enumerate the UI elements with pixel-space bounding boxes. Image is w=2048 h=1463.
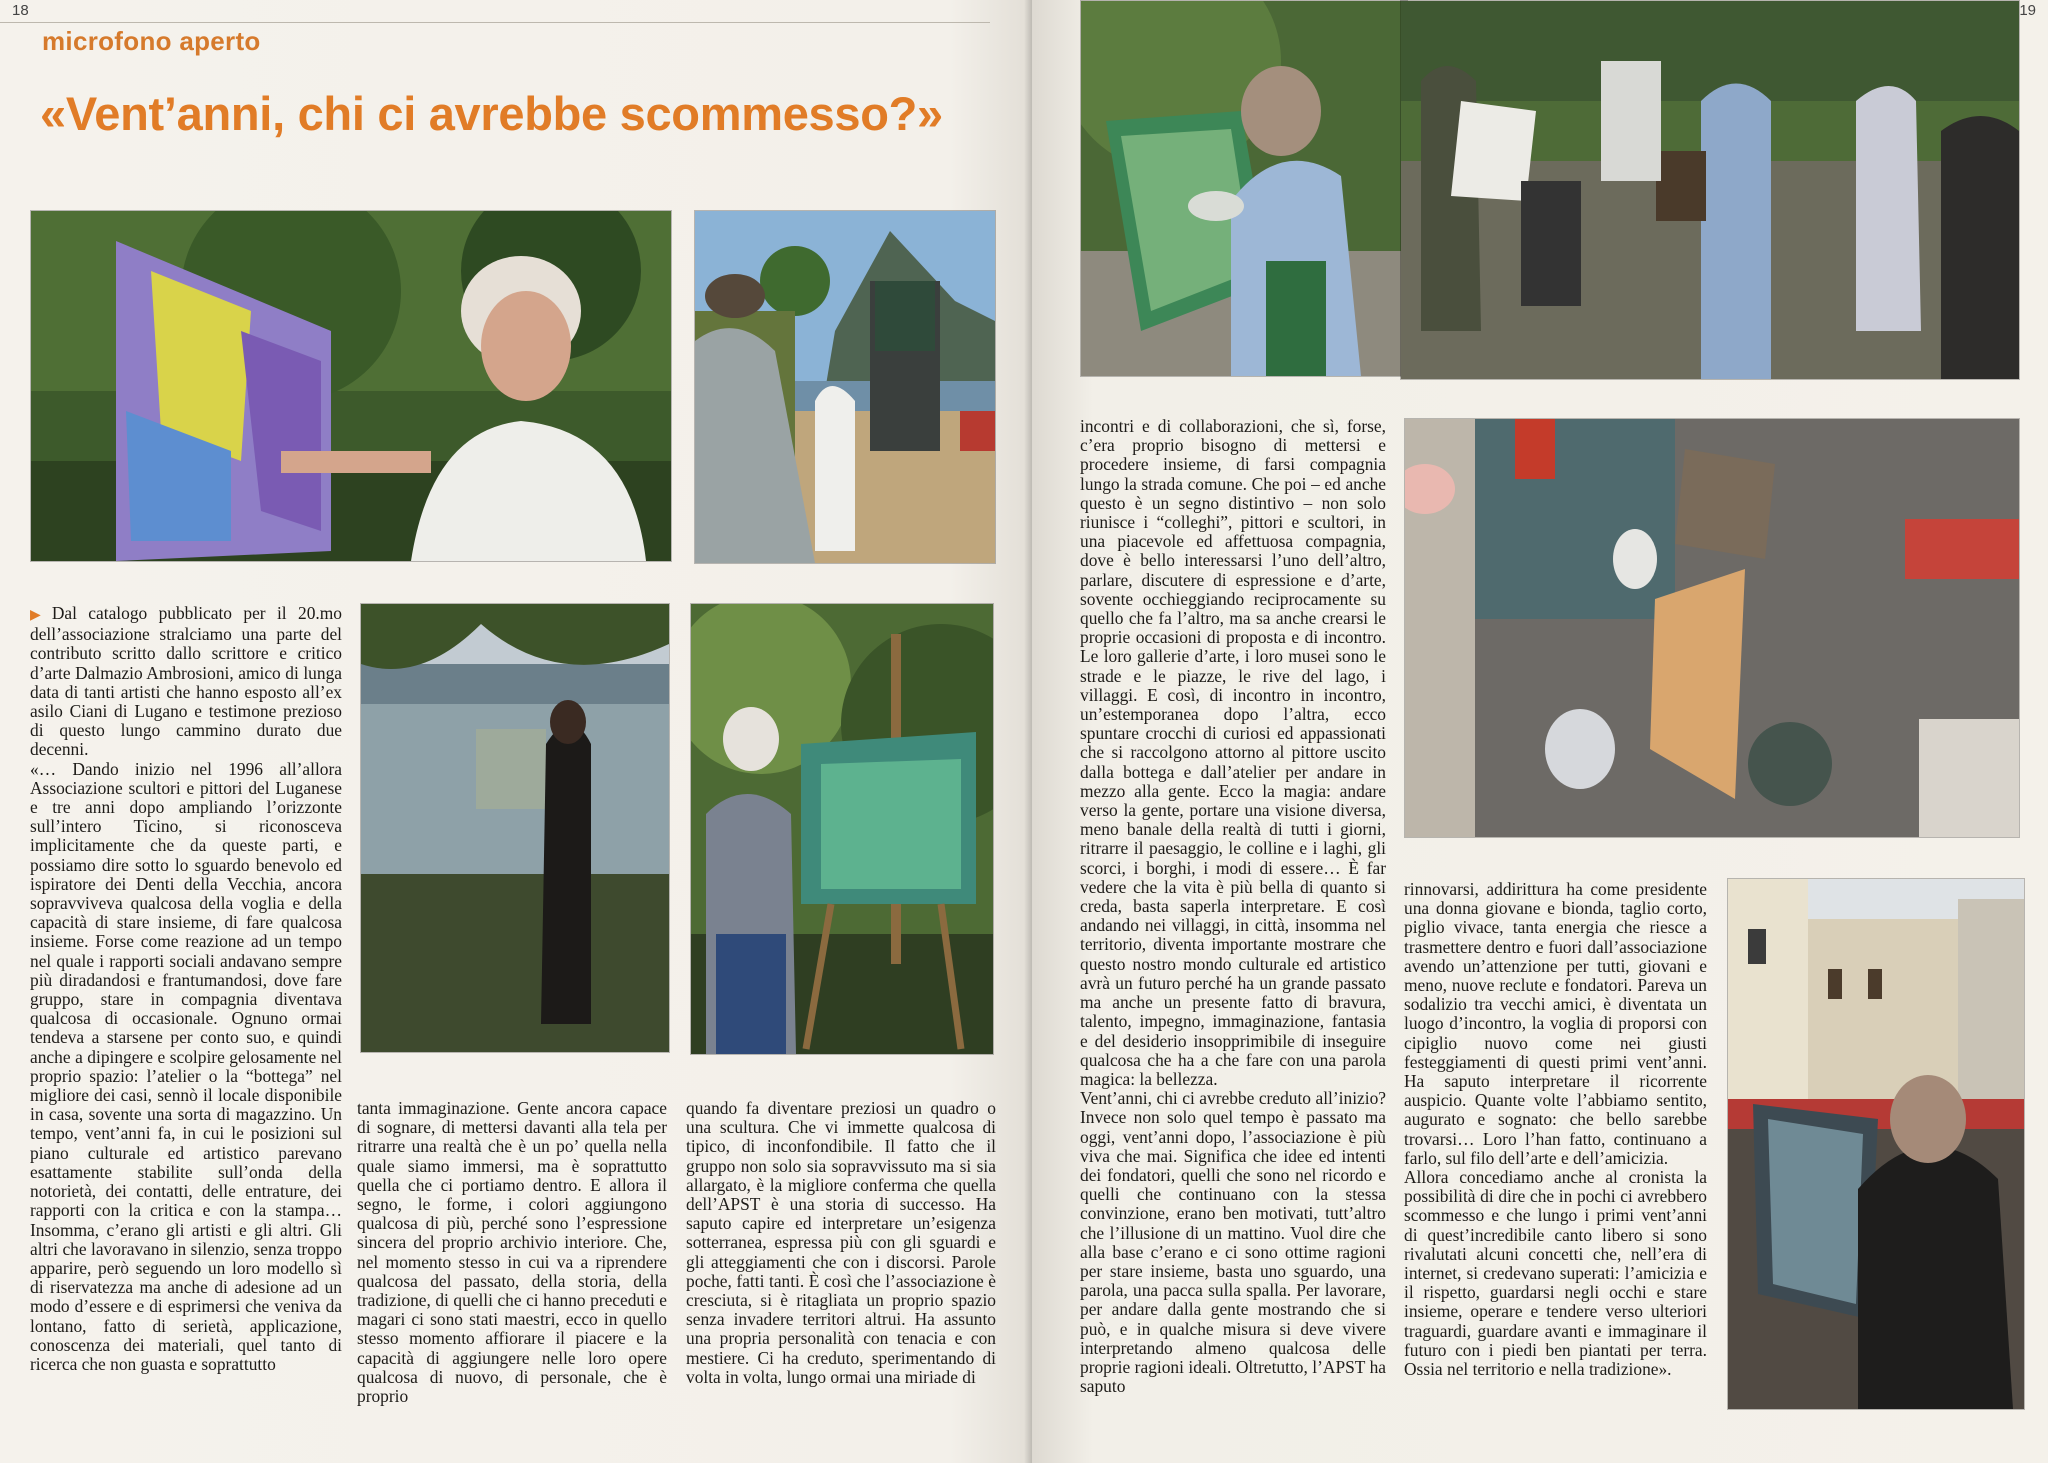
right-page (1032, 0, 2048, 1463)
photo-lakeside-painters (694, 210, 996, 564)
photo-lake-painter (360, 603, 670, 1053)
photo-piazza-above-image (1405, 419, 2019, 837)
photo-elderly-painter (1080, 0, 1408, 377)
article-body-col1: «… Dando inizio nel 1996 all’allora Associazione scultori e pittori del Luganese e tre anni dopo ampliando l’orizzonte sull’intero Ticino, si riconosceva implicitamente che da queste parti, e possiamo dire sotto lo sguardo benevolo ed ispiratore dei Denti della Vecchia, ancora sopravviveva qualcosa della voglia e della capacità di stare insieme, di fare qualcosa insieme. Forse come reazione ad un tempo nel quale i rapporti sociali andavano sempre più diradandosi e frantumandosi, dove fare gruppo, stare in compagnia diventava qualcosa di occasionale. Ognuno ormai tendeva a starsene per conto suo, e quindi anche a dipingere e scolpire gelosamente nel proprio spazio: l’atelier o la “bottega” nel migliore dei casi, sennò il locale disponibile in casa, sovente una sorta di magazzino. Un tempo, vent’anni fa, in cui le posizioni sul piano culturale ed artistico parevano esattamente stabilite sull’onda della notorietà, dei contatti, delle entrature, dei rapporti con la critica e con la stampa… Insomma, c’erano gli artisti e gli altri. Gli altri che lavoravano in silenzio, senza troppo apparire, però seguendo un loro modello sì di riservatezza ma anche di adesione ad un modo d’essere e di esprimersi che veniva da lontano, fatto di serietà, applicazione, conoscenza dei materiali, quel tanto di ricerca che non guasta e soprattutto (30, 758, 342, 1374)
headline: «Vent’anni, chi ci avrebbe scommesso?» (40, 87, 943, 140)
article-body-col4a: incontri e di collaborazioni, che sì, forse, c’era proprio bisogno di mettersi e procedere insieme, di farsi compagnia lungo la strada comune. Che poi – ed anche questo è un segno distintivo – non solo riunisce i “colleghi”, pittori e scultori, in una piacevole ed affettuosa compagnia, dove è bello interessarsi l’uno dell’altro, parlare, discutere di espressione e d’arte, sovente occhieggiando reciprocamente su quello che fa l’altro, ma sa anche crearsi le proprie occasioni di proposta e di incontro. Le loro gallerie d’arte, i loro musei sono le strade e le piazze, le rive del lago, i villaggi. E così, di incontro in incontro, un’estemporanea dopo l’altra, ecco spuntare crocchi di curiosi ed appassionati che si raccolgono attorno al pittore uscito dalla bottega e dall’atelier per andare in mezzo alla gente. Ecco la magia: andare verso la gente, portare una visione diversa, meno banale della realtà di tutti i giorni, ritrarre il paesaggio, le colline e i laghi, gli scorci, i borghi, i modi di essere… È far vedere che la vita è più bella di quanto si creda, basta saperla interpretare. E così andando nei villaggi, in città, insomma nel territorio, diventa importante mostrare che questo nostro mondo culturale ed artistico avrà un futuro perché ha un grande passato ma anche un presente fatto di bravura, talento, impegno, immaginazione, fantasia e del desiderio insopprimibile di inseguire qualcosa che ha a che fare con una parola magica: la bellezza. (1080, 416, 1386, 1089)
page-number-left: 18 (12, 2, 29, 19)
photo-man-painting-image (691, 604, 993, 1054)
photo-lake-painter-image (361, 604, 669, 1052)
article-column-5 (1404, 880, 1707, 1379)
photo-town-painter-image (1728, 879, 2024, 1409)
paragraph-marker-icon: ▶ (30, 608, 48, 623)
article-column-1 (30, 604, 342, 1374)
article-column-2: tanta immaginazione. Gente ancora capace di sognare, di mettersi davanti alla tela per ritrarre una realtà che è un po’ quella nella quale siamo immersi, ma è soprattutto quella che ci portiamo dentro. E allora il segno, le forme, i colori aggiungono qualcosa di più, perché sono l’espressione sincera del proprio archivio interiore. Che, nel momento stesso in cui va a riprendere qualcosa del passato, della storia, della tradizione, di quelli che ci hanno preceduti e magari ci sono stati maestri, ecco in quello stesso momento affiorare il piacere e la capacità di aggiungere nelle loro opere qualcosa di nuovo, di personale, che è proprio (357, 1098, 667, 1407)
photo-man-painting (690, 603, 994, 1055)
photo-woman-painting (30, 210, 672, 562)
page-number-right: 19 (2019, 2, 2036, 19)
photo-group-outdoor-image (1401, 1, 2019, 379)
article-column-3: quando fa diventare preziosi un quadro o una scultura. Che vi immette qualcosa di tipico, di inconfondibile. Il fatto che il gruppo non solo sia sopravvissuto ma si sia allargato, è la migliore conferma che quella dell’APST è una storia di successo. Ha saputo capire ed interpretare un’esigenza sotterranea, espressa più con gli sguardi e gli atteggiamenti che con i discorsi. Parole poche, fatti tanti. È così che l’associazione è cresciuta, si è ritagliata un proprio spazio senza invadere territori altrui. Ha assunto una propria personalità con tenacia e con mestiere. Ci ha creduto, sperimentando di volta in volta, lungo ormai una miriade di (686, 1098, 996, 1387)
photo-town-painter (1727, 878, 2025, 1410)
photo-lakeside-painters-image (695, 211, 995, 563)
photo-woman-painting-image (31, 211, 671, 561)
article-body-col5a: rinnovarsi, addirittura ha come presidente una donna giovane e bionda, taglio corto, piglio vivace, tanta energia che riesce a trasmettere dentro e fuori dall’associazione avendo un’attenzione per tutti, giovani e meno, nuove reclute e fondatori. Pareva un sodalizio tra vecchi amici, è diventata un luogo d’incontro, la voglia di proporsi con cipiglio nuovo come nei giusti festeggiamenti di questi primi vent’anni. Ha saputo interpretare il ricorrente auspicio. Quante volte l’abbiamo sentito, augurato e sognato: che bello sarebbe trovarsi… Loro l’han fatto, continuano a farlo, sul filo dell’arte e dell’amicizia. (1404, 879, 1707, 1168)
article-body-col5b: Allora concediamo anche al cronista la possibilità di dire che in pochi ci avrebbero scommesso e che lungo i primi vent’anni di quest’incredibile canto libero si sono rivalutati alcuni concetti che, nell’era di internet, si credevano superati: l’amicizia e il rispetto, guardarsi negli occhi e stare insieme, operare e tendere verso ulteriori traguardi, guardare avanti e immaginare il futuro con i piedi ben piantati per terra. Ossia nel territorio e nella tradizione». (1404, 1167, 1707, 1380)
article-column-4 (1080, 417, 1386, 1396)
top-rule (0, 22, 990, 23)
article-body-col4b: Vent’anni, chi ci avrebbe creduto all’inizio? Invece non solo quel tempo è passato ma oggi, vent’anni dopo, l’associazione è più viva che mai. Significa che idee ed intenti dei fondatori, quelli che sono nel ricordo e quelli che continuano con la stessa convinzione, erano ben motivati, tutt’altro che l’illusione di un mattino. Vuol dire che alla base c’erano e ci sono ottime ragioni per stare insieme, basta uno sguardo, una parola, una pacca sulla spalla. Per lavorare, per andare dalla gente mostrando che si può, e in qualche misura si deve vivere interpretando almeno qualcosa delle proprie ragioni ideali. Oltretutto, l’APST ha saputo (1080, 1088, 1386, 1397)
article-intro: Dal catalogo pubblicato per il 20.mo dell’associazione stralciamo una parte del contributo scritto dallo scrittore e critico d’arte Dalmazio Ambrosioni, amico di lunga data di tanti artisti che hanno esposto all’ex asilo Ciani di Lugano e testimone prezioso di questo lungo cammino durato due decenni. (30, 603, 342, 760)
photo-piazza-above (1404, 418, 2020, 838)
photo-group-outdoor (1400, 0, 2020, 380)
section-label: microfono aperto (42, 26, 261, 56)
photo-elderly-painter-image (1081, 1, 1407, 376)
